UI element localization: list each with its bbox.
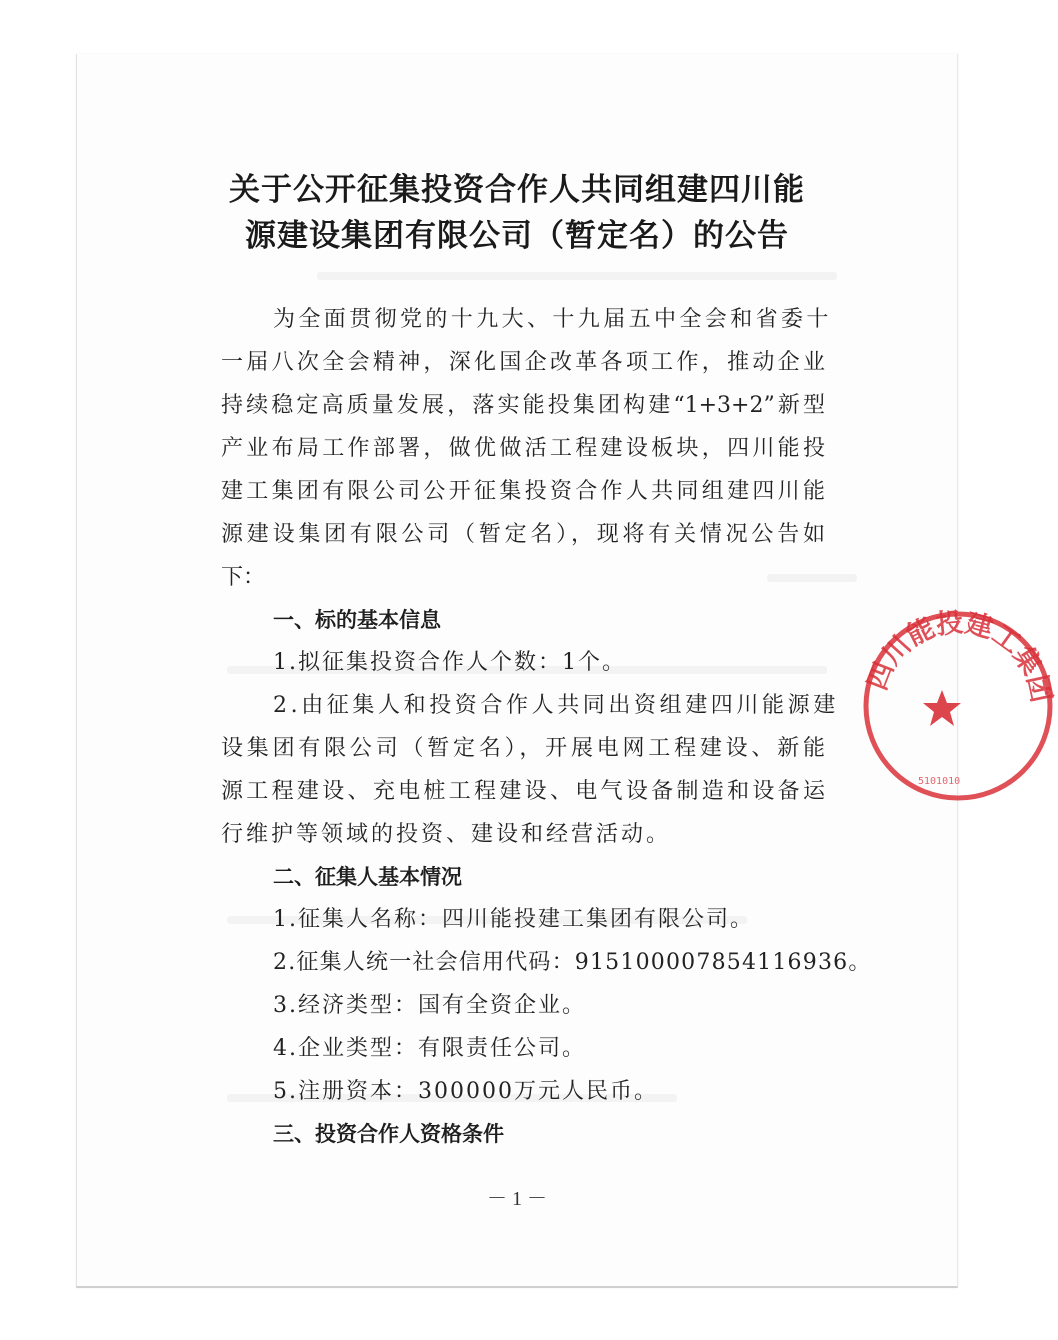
section-3-heading: 三、投资合作人资格条件 [273,1122,504,1146]
section-1-item-2-line-3: 源工程建设、充电桩工程建设、电气设备制造和设备运 [221,779,825,804]
section-2-item-4: 4.企业类型：有限责任公司。 [273,1036,586,1061]
document-title-line-1: 关于公开征集投资合作人共同组建四川能 [229,172,805,208]
seal-star-icon [923,690,961,726]
intro-line-4: 产业布局工作部署，做优做活工程建设板块，四川能投 [221,436,825,461]
seal-code: 5101010 [918,776,961,787]
intro-line-3: 持续稳定高质量发展，落实能投集团构建“1+3+2”新型 [221,393,825,418]
section-2-heading: 二、征集人基本情况 [273,865,462,889]
section-1-item-1: 1.拟征集投资合作人个数：1个。 [273,650,626,675]
intro-line-1: 为全面贯彻党的十九大、十九届五中全会和省委十 [273,307,832,332]
intro-line-2: 一届八次全会精神，深化国企改革各项工作，推动企业 [221,350,825,375]
company-seal-stamp [858,606,1058,806]
section-1-heading: 一、标的基本信息 [273,608,441,632]
section-1-item-2-line-2: 设集团有限公司（暂定名），开展电网工程建设、新能 [221,736,825,761]
section-2-item-5: 5.注册资本：300000万元人民币。 [273,1079,658,1104]
bleed-through [317,272,837,280]
page-number: － 1 － [487,1188,547,1210]
intro-line-6: 源建设集团有限公司（暂定名），现将有关情况公告如 [221,522,825,547]
section-2-item-1: 1.征集人名称：四川能投建工集团有限公司。 [273,907,754,932]
section-2-item-3: 3.经济类型：国有全资企业。 [273,993,586,1018]
document-page [76,54,961,1288]
intro-line-7: 下： [221,565,266,590]
seal-text: 四川能投建工集团 [861,607,1057,706]
intro-line-5: 建工集团有限公司公开征集投资合作人共同组建四川能 [221,479,825,504]
section-1-item-2-line-4: 行维护等领域的投资、建设和经营活动。 [221,822,672,847]
section-1-item-2-line-1: 2.由征集人和投资合作人共同出资组建四川能源建 [273,693,839,718]
section-2-item-2: 2.征集人统一社会信用代码：915100007854116936。 [273,950,872,975]
bleed-through [767,574,857,582]
document-title-line-2: 源建设集团有限公司（暂定名）的公告 [245,218,789,254]
